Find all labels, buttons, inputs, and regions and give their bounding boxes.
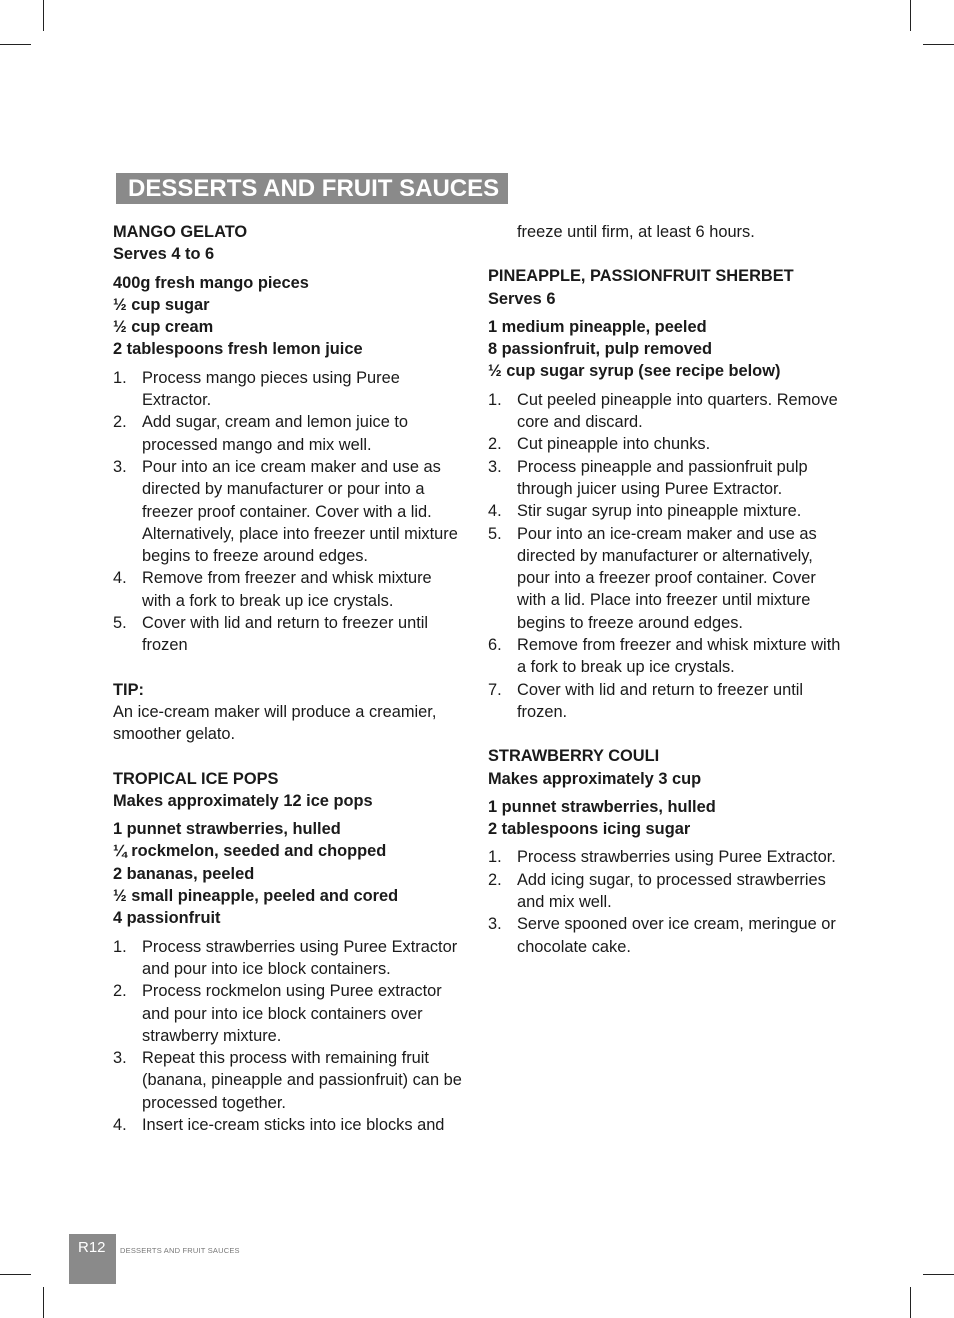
ingredients-list — [113, 818, 465, 929]
method-list — [113, 936, 465, 1137]
ingredient: 2 tablespoons icing sugar — [488, 820, 691, 839]
recipe-serves: Makes approximately 3 cup — [488, 769, 702, 788]
recipe-title: TROPICAL ICE POPS — [113, 769, 279, 788]
method-step: 3. Process pineapple and passionfruit pulp through juicer using Puree Extractor. — [488, 457, 808, 498]
method-list — [488, 846, 844, 957]
method-step: 7. Cover with lid and return to freezer until frozen. — [488, 680, 804, 721]
method-step: 1. Process strawberries using Puree Extractor. — [488, 848, 836, 867]
tip-text: An ice-cream maker will produce a creamier, smoother gelato. — [113, 702, 437, 744]
crop-mark — [923, 44, 954, 45]
method-step: 4. Stir sugar syrup into pineapple mixture. — [488, 502, 802, 521]
ingredient: 2 bananas, peeled — [113, 864, 255, 883]
method-list — [113, 367, 465, 657]
method-step: 1. Process strawberries using Puree Extractor and pour into ice block containers. — [113, 937, 458, 978]
recipe-serves: Serves 6 — [488, 289, 556, 308]
recipe-serves: Serves 4 to 6 — [113, 245, 215, 264]
left-column — [113, 221, 465, 1136]
method-step: 3. Pour into an ice cream maker and use as directed by manufacturer or pour into a freezer proof container. Cover with a lid. Alternatively, place into freezer until mixture begins to freeze around edges. — [113, 457, 458, 566]
crop-mark — [910, 0, 911, 31]
crop-mark — [0, 44, 31, 45]
ingredient: ½ cup sugar — [113, 295, 210, 314]
method-step: 5. Pour into an ice-cream maker and use as directed by manufacturer or alternatively, pour into a freezer proof container. Cover with a lid. Place into freezer until mixture begins to freeze around edges. — [488, 524, 817, 632]
crop-mark — [910, 1287, 911, 1318]
recipe-title: PINEAPPLE, PASSIONFRUIT SHERBET — [488, 267, 794, 286]
recipe-couli — [488, 745, 844, 790]
method-step: 5. Cover with lid and return to freezer until frozen — [113, 614, 429, 655]
method-step: 2. Add sugar, cream and lemon juice to processed mango and mix well. — [113, 413, 409, 454]
crop-mark — [43, 0, 44, 31]
ingredient: ½ cup sugar syrup (see recipe below) — [488, 362, 781, 381]
page-number: R12 — [69, 1234, 116, 1284]
tip — [113, 679, 465, 746]
crop-mark — [43, 1287, 44, 1318]
tip-label: TIP: — [113, 680, 144, 699]
method-step: 4. Remove from freezer and whisk mixture with a fork to break up ice crystals. — [113, 569, 432, 610]
ingredients-list — [488, 316, 844, 383]
method-step-continuation: freeze until firm, at least 6 hours. — [517, 223, 755, 241]
crop-mark — [0, 1274, 31, 1275]
method-step: 3. Serve spooned over ice cream, meringue or chocolate cake. — [488, 915, 836, 956]
recipe-title: MANGO GELATO — [113, 223, 248, 241]
ingredient: 400g fresh mango pieces — [113, 273, 309, 292]
ingredient: ½ cup cream — [113, 318, 214, 337]
ingredient: ½ small pineapple, peeled and cored — [113, 887, 399, 906]
ingredient: 1 punnet strawberries, hulled — [113, 820, 341, 839]
recipe-serves: Makes approximately 12 ice pops — [113, 791, 373, 810]
crop-mark — [923, 1274, 954, 1275]
ingredients-list — [488, 796, 844, 841]
ingredient: ¼ rockmelon, seeded and chopped — [113, 842, 387, 861]
ingredient: 1 punnet strawberries, hulled — [488, 797, 716, 816]
method-step: 2. Add icing sugar, to processed strawberries and mix well. — [488, 870, 826, 912]
method-step: 6. Remove from freezer and whisk mixture with a fork to break up ice crystals. — [488, 636, 841, 677]
ingredient: 8 passionfruit, pulp removed — [488, 340, 713, 359]
section-title: DESSERTS AND FRUIT SAUCES — [116, 173, 508, 204]
method-step: 2. Process rockmelon using Puree extractor and pour into ice block containers over strawberry mixture. — [113, 982, 442, 1045]
right-column — [488, 221, 844, 958]
method-step: 4. Insert ice-cream sticks into ice blocks and — [113, 1115, 445, 1134]
method-step: 2. Cut pineapple into chunks. — [488, 435, 711, 454]
ingredient: 4 passionfruit — [113, 909, 221, 928]
footer-section-label: DESSERTS AND FRUIT SAUCES — [120, 1246, 240, 1255]
recipe-title: STRAWBERRY COULI — [488, 747, 660, 766]
recipe-tropical — [113, 768, 465, 813]
ingredients-list — [113, 272, 465, 361]
method-step: 1. Process mango pieces using Puree Extractor. — [113, 368, 400, 410]
method-step: 1. Cut peeled pineapple into quarters. Remove core and discard. — [488, 390, 838, 432]
ingredient: 2 tablespoons fresh lemon juice — [113, 340, 363, 359]
recipe-mango — [113, 221, 465, 266]
recipe-sherbet — [488, 265, 844, 310]
ingredient: 1 medium pineapple, peeled — [488, 317, 707, 336]
method-step: 3. Repeat this process with remaining fruit (banana, pineapple and passionfruit) can be processed together. — [113, 1049, 462, 1112]
method-list — [488, 389, 844, 723]
